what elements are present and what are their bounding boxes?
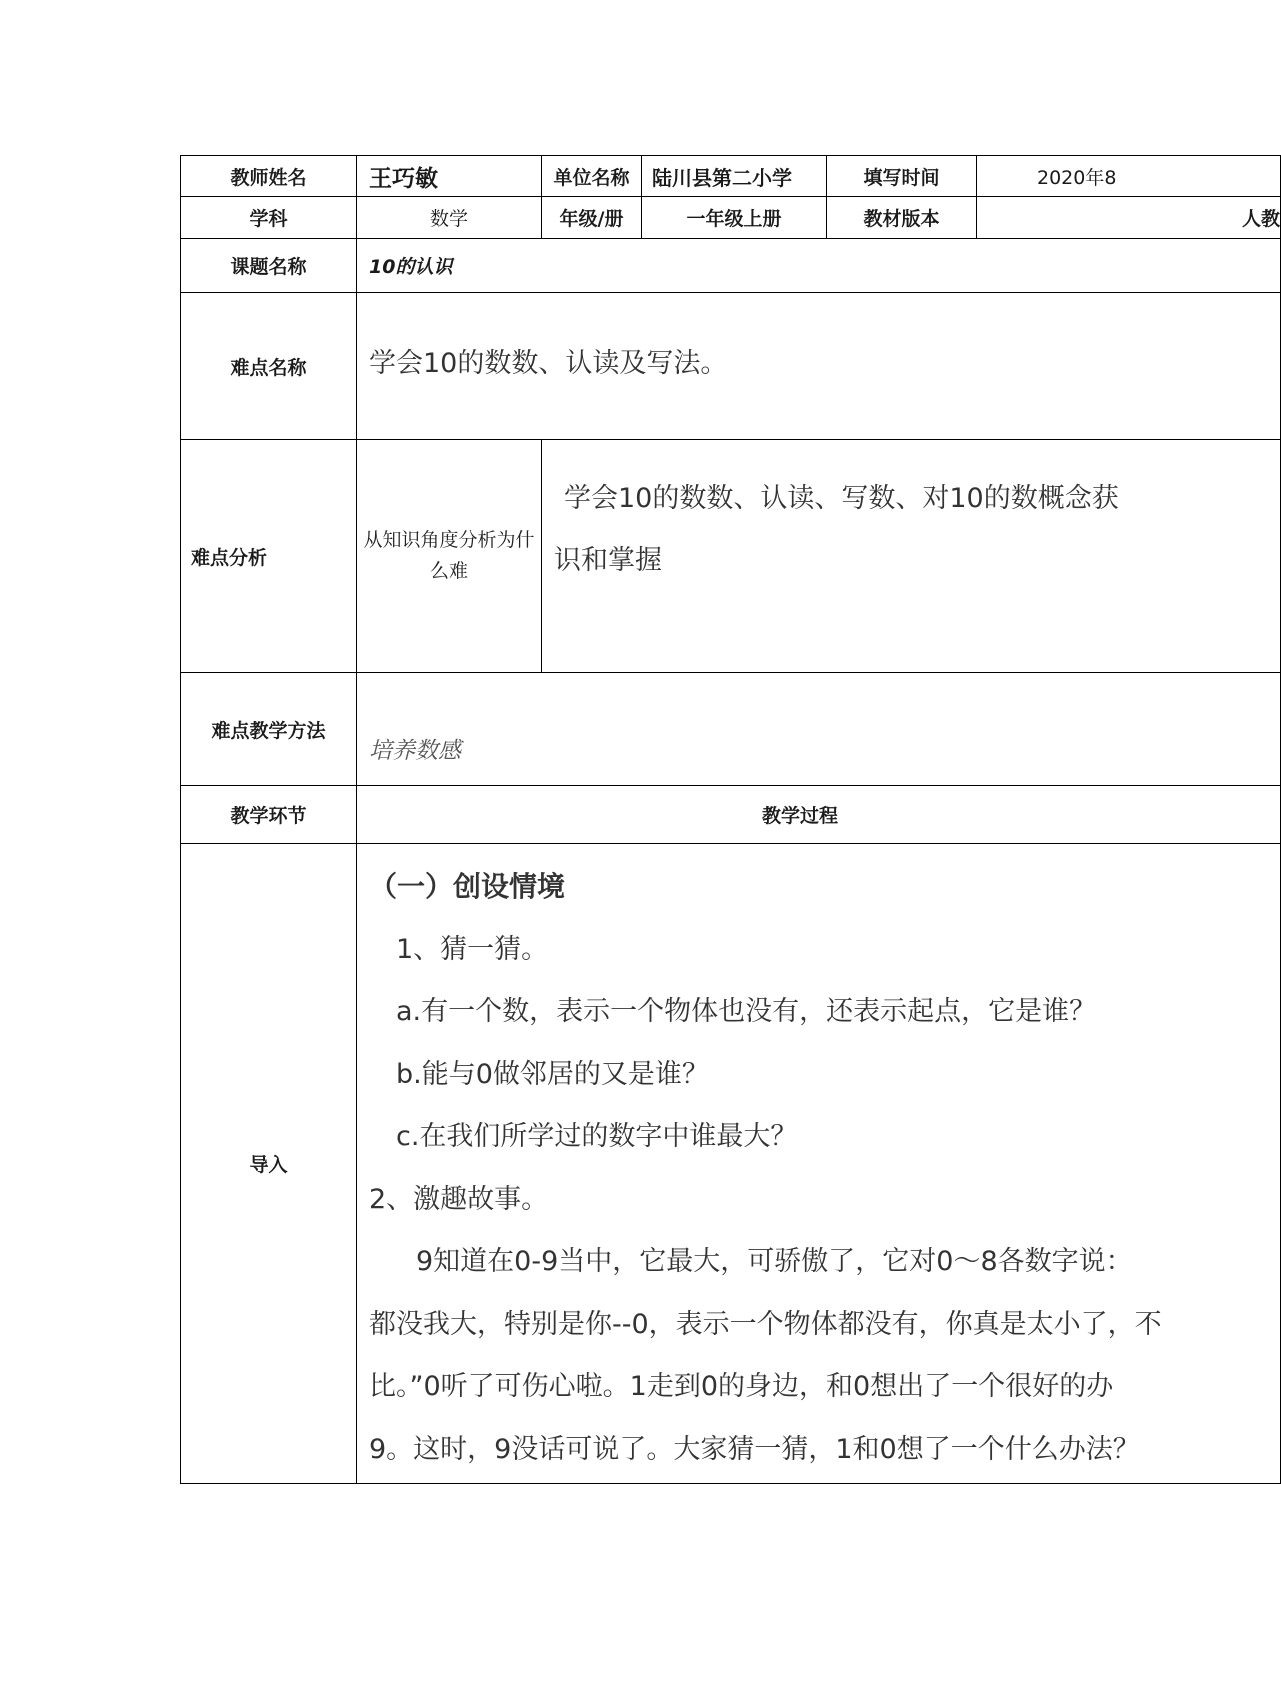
intro-row xyxy=(181,844,1281,1484)
subject-value: 数学 xyxy=(357,197,542,239)
analysis-label: 难点分析 xyxy=(181,440,357,673)
process-label: 教学过程 xyxy=(357,786,1281,844)
analysis-text xyxy=(542,440,1281,673)
intro-line: 1、猜一猜。 xyxy=(396,933,549,965)
analysis-line-2: 识和掌握 xyxy=(554,545,662,576)
method-value: 培养数感 xyxy=(357,673,1281,786)
intro-label: 导入 xyxy=(181,844,357,1484)
difficulty-value: 学会10的数数、认读及写法。 xyxy=(357,293,1281,440)
unit-label: 单位名称 xyxy=(542,156,642,197)
process-step-label: 教学环节 xyxy=(181,786,357,844)
intro-line: c.在我们所学过的数字中谁最大？ xyxy=(396,1121,798,1152)
grade-value: 一年级上册 xyxy=(642,197,827,239)
difficulty-row xyxy=(181,293,1281,440)
intro-line: 2、激趣故事。 xyxy=(369,1183,549,1215)
intro-line: 都没我大，特别是你--0，表示一个物体都没有，你真是太小了，不 xyxy=(369,1308,1162,1340)
teacher-label: 教师姓名 xyxy=(181,156,357,197)
edition-value: 人教 xyxy=(977,197,1281,239)
intro-line: a.有一个数，表示一个物体也没有，还表示起点，它是谁？ xyxy=(396,996,1097,1027)
intro-section-title: （一）创设情境 xyxy=(369,870,566,903)
header-row-2 xyxy=(181,197,1281,239)
intro-line: 9。这时，9没话可说了。大家猜一猜，1和0想了一个什么办法？ xyxy=(369,1433,1140,1465)
grade-label: 年级/册 xyxy=(542,197,642,239)
method-row xyxy=(181,673,1281,786)
method-label: 难点教学方法 xyxy=(181,673,357,786)
topic-value: 10的认识 xyxy=(357,239,1281,293)
lesson-table xyxy=(180,155,1280,1522)
intro-line: 9知道在0-9当中，它最大，可骄傲了，它对0～8各数字说： xyxy=(416,1246,1133,1277)
topic-row xyxy=(181,239,1281,293)
analysis-why: 从知识角度分析为什么难 xyxy=(357,440,542,673)
intro-content xyxy=(357,844,1281,1484)
date-value: 2020年8 xyxy=(977,156,1281,197)
date-label: 填写时间 xyxy=(827,156,977,197)
header-row-1 xyxy=(181,156,1281,197)
analysis-row xyxy=(181,440,1281,673)
process-header-row xyxy=(181,786,1281,844)
subject-label: 学科 xyxy=(181,197,357,239)
difficulty-label: 难点名称 xyxy=(181,293,357,440)
edition-label: 教材版本 xyxy=(827,197,977,239)
intro-line: b.能与0做邻居的又是谁？ xyxy=(396,1058,709,1090)
topic-label: 课题名称 xyxy=(181,239,357,293)
analysis-line-1: 学会10的数数、认读、写数、对10的数概念获 xyxy=(564,483,1119,514)
unit-name: 陆川县第二小学 xyxy=(642,156,827,197)
teacher-name: 王巧敏 xyxy=(357,156,542,197)
intro-line: 比。”0听了可伤心啦。1走到0的身边，和0想出了一个很好的办 xyxy=(369,1371,1114,1402)
